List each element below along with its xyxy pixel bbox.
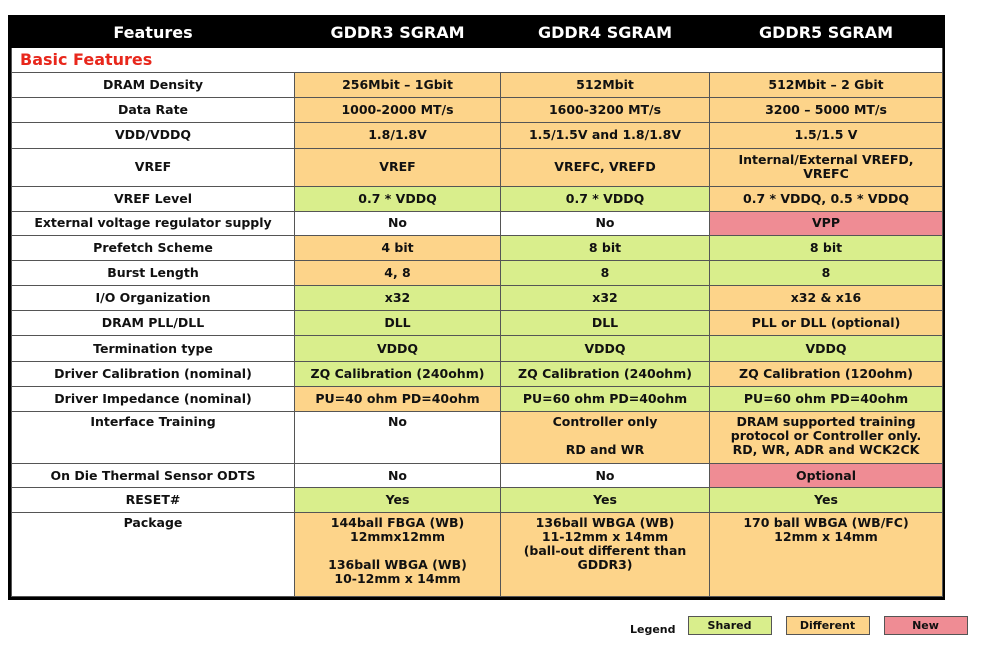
feature-name: Driver Calibration (nominal) [12, 361, 295, 386]
table-row [12, 148, 943, 186]
feature-name: Data Rate [12, 98, 295, 123]
value-cell: VPP [710, 211, 943, 235]
value-cell: ZQ Calibration (240ohm) [501, 361, 710, 386]
header-gddr3: GDDR3 SGRAM [295, 19, 501, 48]
header-gddr4: GDDR4 SGRAM [501, 19, 710, 48]
value-cell: DLL [295, 311, 501, 336]
value-cell: 1600-3200 MT/s [501, 98, 710, 123]
value-cell: 512Mbit – 2 Gbit [710, 73, 943, 98]
table-row [12, 361, 943, 386]
value-cell: No [501, 464, 710, 488]
feature-name: DRAM Density [12, 73, 295, 98]
value-cell: 136ball WBGA (WB) 11-12mm x 14mm (ball-out different than GDDR3) [501, 513, 710, 597]
value-cell: x32 [295, 286, 501, 311]
value-cell: 0.7 * VDDQ [295, 186, 501, 211]
value-cell: ZQ Calibration (120ohm) [710, 361, 943, 386]
section-row [12, 48, 943, 73]
value-cell: No [295, 411, 501, 463]
feature-name: VDD/VDDQ [12, 123, 295, 148]
value-cell: Yes [295, 488, 501, 513]
value-cell: VDDQ [295, 336, 501, 361]
value-cell: ZQ Calibration (240ohm) [295, 361, 501, 386]
value-cell: 8 [710, 261, 943, 286]
value-cell: PU=40 ohm PD=40ohm [295, 386, 501, 411]
table-row [12, 235, 943, 260]
value-cell: Controller only RD and WR [501, 411, 710, 463]
value-cell: DRAM supported training protocol or Controller only. RD, WR, ADR and WCK2CK [710, 411, 943, 463]
table-row [12, 386, 943, 411]
value-cell: PU=60 ohm PD=40ohm [501, 386, 710, 411]
value-cell: Internal/External VREFD, VREFC [710, 148, 943, 186]
legend [630, 614, 982, 636]
feature-name: Burst Length [12, 261, 295, 286]
value-cell: 0.7 * VDDQ [501, 186, 710, 211]
value-cell: 0.7 * VDDQ, 0.5 * VDDQ [710, 186, 943, 211]
value-cell: No [295, 211, 501, 235]
table-row [12, 513, 943, 597]
feature-name: On Die Thermal Sensor ODTS [12, 464, 295, 488]
table-row [12, 123, 943, 148]
feature-name: Package [12, 513, 295, 597]
value-cell: 3200 – 5000 MT/s [710, 98, 943, 123]
value-cell: 8 bit [710, 235, 943, 260]
table-row [12, 98, 943, 123]
value-cell: VREFC, VREFD [501, 148, 710, 186]
value-cell: VDDQ [501, 336, 710, 361]
value-cell: 1.8/1.8V [295, 123, 501, 148]
value-cell: 1000-2000 MT/s [295, 98, 501, 123]
feature-name: DRAM PLL/DLL [12, 311, 295, 336]
value-cell: x32 & x16 [710, 286, 943, 311]
value-cell: VDDQ [710, 336, 943, 361]
value-cell: 170 ball WBGA (WB/FC) 12mm x 14mm [710, 513, 943, 597]
header-row [12, 19, 943, 48]
feature-name: External voltage regulator supply [12, 211, 295, 235]
feature-name: Termination type [12, 336, 295, 361]
value-cell: No [501, 211, 710, 235]
table-row [12, 211, 943, 235]
value-cell: 256Mbit – 1Gbit [295, 73, 501, 98]
section-title: Basic Features [12, 48, 943, 73]
value-cell: 8 [501, 261, 710, 286]
feature-name: Driver Impedance (nominal) [12, 386, 295, 411]
feature-name: I/O Organization [12, 286, 295, 311]
value-cell: Yes [710, 488, 943, 513]
table-row [12, 336, 943, 361]
value-cell: 4 bit [295, 235, 501, 260]
value-cell: 1.5/1.5V and 1.8/1.8V [501, 123, 710, 148]
feature-name: RESET# [12, 488, 295, 513]
value-cell: 8 bit [501, 235, 710, 260]
value-cell: VREF [295, 148, 501, 186]
table-row [12, 261, 943, 286]
legend-shared: Shared [688, 616, 772, 635]
gddr-comparison-table [11, 18, 943, 597]
legend-label: Legend [630, 622, 676, 636]
header-gddr5: GDDR5 SGRAM [710, 19, 943, 48]
value-cell: PU=60 ohm PD=40ohm [710, 386, 943, 411]
legend-new: New [884, 616, 968, 635]
legend-different: Different [786, 616, 870, 635]
feature-name: Prefetch Scheme [12, 235, 295, 260]
value-cell: PLL or DLL (optional) [710, 311, 943, 336]
comparison-table-frame [8, 15, 945, 600]
feature-name: VREF Level [12, 186, 295, 211]
value-cell: 512Mbit [501, 73, 710, 98]
feature-name: VREF [12, 148, 295, 186]
table-row [12, 311, 943, 336]
value-cell: 4, 8 [295, 261, 501, 286]
table-row [12, 286, 943, 311]
table-row [12, 411, 943, 463]
table-row [12, 186, 943, 211]
table-row [12, 464, 943, 488]
value-cell: x32 [501, 286, 710, 311]
value-cell: No [295, 464, 501, 488]
value-cell: 144ball FBGA (WB) 12mmx12mm 136ball WBGA (WB) 10-12mm x 14mm [295, 513, 501, 597]
value-cell: Yes [501, 488, 710, 513]
value-cell: 1.5/1.5 V [710, 123, 943, 148]
feature-name: Interface Training [12, 411, 295, 463]
header-features: Features [12, 19, 295, 48]
table-row [12, 488, 943, 513]
value-cell: Optional [710, 464, 943, 488]
value-cell: DLL [501, 311, 710, 336]
table-row [12, 73, 943, 98]
